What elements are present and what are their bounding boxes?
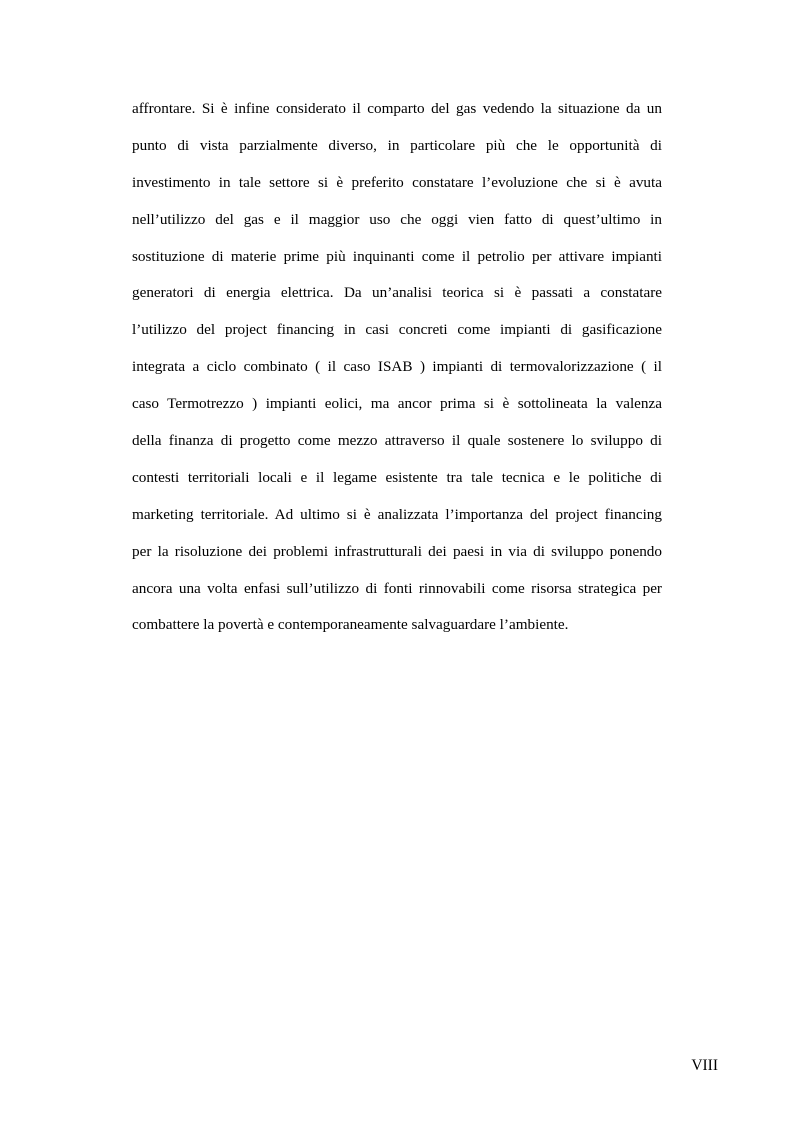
paragraph-line-9: caso Termotrezzo ) impianti eolici, ma ancor prima si è sottolineata la valenza: [132, 395, 662, 413]
paragraph-line-6: generatori di energia elettrica. Da un’analisi teorica si è passati a constatare: [132, 284, 662, 302]
paragraph-line-14: ancora una volta enfasi sull’utilizzo di fonti rinnovabili come risorsa strategica per: [132, 579, 662, 597]
page-number: VIII: [691, 1057, 718, 1074]
paragraph-line-5: sostituzione di materie prime più inquinanti come il petrolio per attivare impianti: [132, 247, 662, 265]
paragraph-line-13: per la risoluzione dei problemi infrastrutturali dei paesi in via di sviluppo ponendo: [132, 542, 662, 560]
paragraph-line-1: affrontare. Si è infine considerato il comparto del gas vedendo la situazione da un: [132, 100, 662, 117]
paragraph-line-4: nell’utilizzo del gas e il maggior uso che oggi vien fatto di quest’ultimo in: [132, 210, 662, 228]
paragraph-line-10: della finanza di progetto come mezzo attraverso il quale sostenere lo sviluppo di: [132, 432, 662, 450]
paragraph-line-11: contesti territoriali locali e il legame esistente tra tale tecnica e le politiche di: [132, 468, 662, 486]
paragraph-line-3: investimento in tale settore si è preferito constatare l’evoluzione che si è avuta: [132, 173, 662, 191]
body-paragraph: [132, 91, 662, 644]
paragraph-line-12: marketing territoriale. Ad ultimo si è analizzata l’importanza del project financing: [132, 505, 662, 523]
paragraph-line-7: l’utilizzo del project financing in casi concreti come impianti di gasificazione: [132, 321, 662, 339]
paragraph-line-2: punto di vista parzialmente diverso, in particolare più che le opportunità di: [132, 136, 662, 154]
paragraph-line-15: combattere la povertà e contemporaneamente salvaguardare l’ambiente.: [132, 616, 569, 634]
paragraph-line-8: integrata a ciclo combinato ( il caso ISAB ) impianti di termovalorizzazione ( il: [132, 358, 662, 376]
